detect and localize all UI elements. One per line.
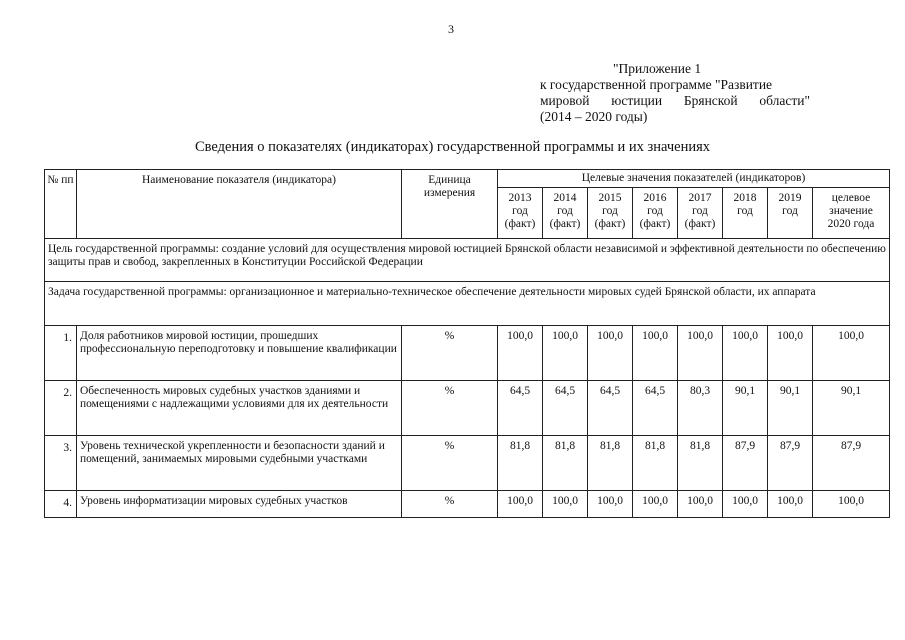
year-header: 2018 год — [723, 188, 768, 239]
indicator-unit: % — [402, 381, 498, 436]
indicator-unit: % — [402, 491, 498, 518]
value-cell: 64,5 — [498, 381, 543, 436]
year-header: 2019 год — [768, 188, 813, 239]
value-cell: 87,9 — [768, 436, 813, 491]
year-header: 2015 год (факт) — [588, 188, 633, 239]
value-cell: 81,8 — [588, 436, 633, 491]
indicator-name: Обеспеченность мировых судебных участков зданиями и помещениями с надлежащими условиями для их деятельности — [77, 381, 402, 436]
value-cell: 81,8 — [498, 436, 543, 491]
value-cell: 100,0 — [723, 491, 768, 518]
table-row — [45, 436, 890, 491]
value-cell: 80,3 — [678, 381, 723, 436]
document-title: Сведения о показателях (индикаторах) государственной программы и их значениях — [194, 139, 711, 155]
value-cell: 100,0 — [543, 326, 588, 381]
year-header: 2017 год (факт) — [678, 188, 723, 239]
value-cell: 64,5 — [588, 381, 633, 436]
appendix-word: области" — [759, 93, 810, 108]
appendix-word: юстиции — [611, 93, 663, 108]
col-header-unit: Единица измерения — [402, 170, 498, 239]
value-cell: 81,8 — [678, 436, 723, 491]
table-row — [45, 491, 890, 518]
appendix-line-3 — [540, 93, 810, 109]
goal-row — [45, 239, 890, 282]
year-header: 2016 год (факт) — [633, 188, 678, 239]
col-header-target-values: Целевые значения показателей (индикаторов) — [498, 170, 890, 188]
value-cell: 100,0 — [768, 491, 813, 518]
value-cell: 81,8 — [543, 436, 588, 491]
indicator-name: Уровень технической укрепленности и безопасности зданий и помещений, занимаемых мировыми судебными участками — [77, 436, 402, 491]
value-cell: 100,0 — [723, 326, 768, 381]
appendix-line-4: (2014 – 2020 годы) — [540, 109, 648, 124]
value-cell: 87,9 — [723, 436, 768, 491]
value-cell: 100,0 — [678, 491, 723, 518]
value-cell: 100,0 — [768, 326, 813, 381]
table-row — [45, 381, 890, 436]
program-goal: Цель государственной программы: создание условий для осуществления мировой юстицией Брянской области независимой и эффективной деятельности по обеспечению защиты прав и свобод, закрепленных в Конституции Российской Федерации — [45, 239, 890, 282]
program-task: Задача государственной программы: организационное и материально-техническое обеспечение деятельности мировых судей Брянской области, их аппарата — [45, 282, 890, 326]
value-cell: 100,0 — [588, 491, 633, 518]
row-number: 4. — [45, 491, 77, 518]
target-value-cell: 90,1 — [813, 381, 890, 436]
row-number: 3. — [45, 436, 77, 491]
table-row — [45, 326, 890, 381]
target-value-cell: 100,0 — [813, 326, 890, 381]
value-cell: 100,0 — [633, 326, 678, 381]
col-header-name: Наименование показателя (индикатора) — [77, 170, 402, 239]
row-number: 1. — [45, 326, 77, 381]
appendix-line-2: к государственной программе "Развитие — [540, 77, 773, 92]
indicator-name: Доля работников мировой юстиции, прошедших профессиональную переподготовку и повышение квалификации — [77, 326, 402, 381]
target-value-header: целевое значение 2020 года — [813, 188, 890, 239]
row-number: 2. — [45, 381, 77, 436]
indicator-unit: % — [402, 436, 498, 491]
appendix-header — [540, 61, 810, 125]
indicator-name: Уровень информатизации мировых судебных участков — [77, 491, 402, 518]
col-header-number: № пп — [45, 170, 77, 239]
year-header: 2014 год (факт) — [543, 188, 588, 239]
target-value-cell: 100,0 — [813, 491, 890, 518]
target-value-cell: 87,9 — [813, 436, 890, 491]
task-row — [45, 282, 890, 326]
value-cell: 100,0 — [543, 491, 588, 518]
value-cell: 100,0 — [678, 326, 723, 381]
year-header: 2013 год (факт) — [498, 188, 543, 239]
value-cell: 64,5 — [633, 381, 678, 436]
value-cell: 100,0 — [588, 326, 633, 381]
page-number: 3 — [448, 22, 454, 36]
value-cell: 100,0 — [498, 491, 543, 518]
value-cell: 90,1 — [768, 381, 813, 436]
appendix-line-1: "Приложение 1 — [613, 61, 702, 76]
value-cell: 64,5 — [543, 381, 588, 436]
indicators-table — [44, 169, 890, 518]
value-cell: 100,0 — [498, 326, 543, 381]
appendix-word: Брянской — [683, 93, 738, 108]
header-row — [45, 170, 890, 188]
appendix-word: мировой — [540, 93, 590, 108]
indicator-unit: % — [402, 326, 498, 381]
value-cell: 90,1 — [723, 381, 768, 436]
value-cell: 100,0 — [633, 491, 678, 518]
value-cell: 81,8 — [633, 436, 678, 491]
